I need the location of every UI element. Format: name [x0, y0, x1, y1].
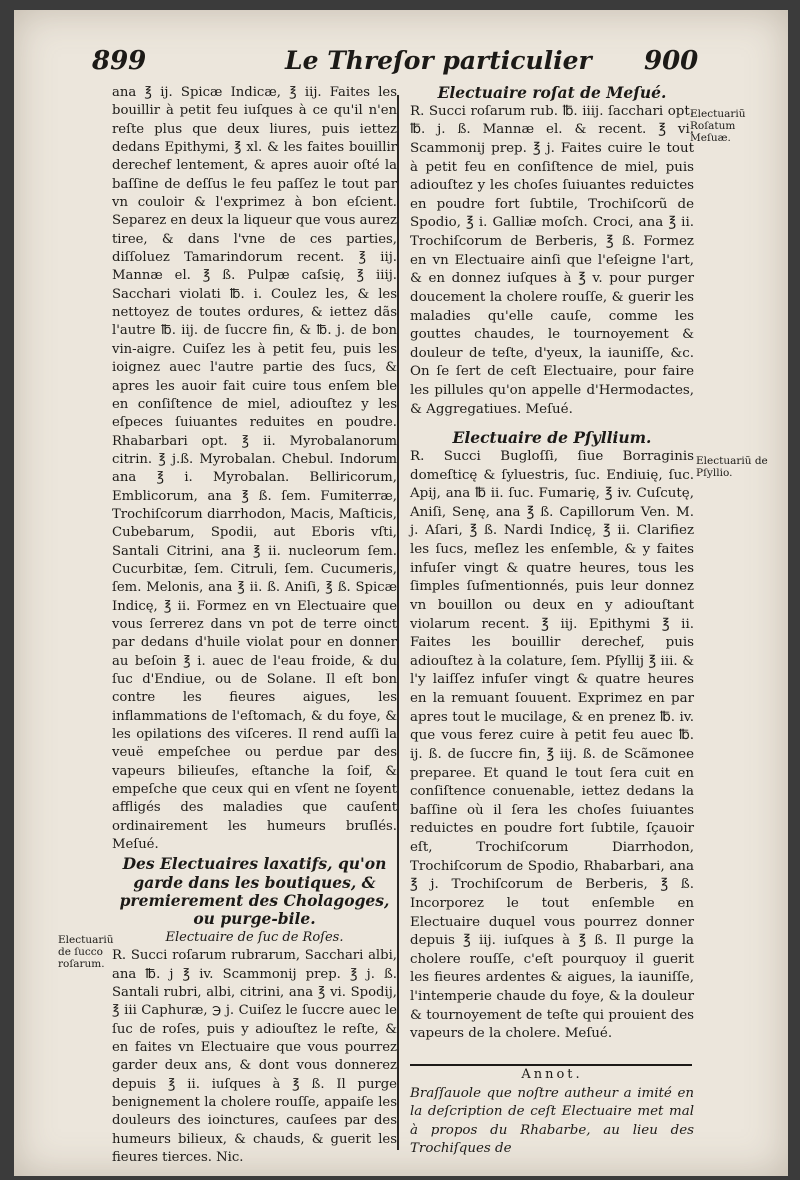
left-column: [112, 84, 397, 1167]
right-column: [410, 84, 694, 1159]
right-paragraph-1: R. Succi roſarum rub. ℔. iiij. ſacchari opt. ℔. j. ß. Mannæ el. & recent. ℥ vi. Scammonij prep. ℥ j. Faites cuire le tout à petit feu en conſiſtence de miel, puis adiouſtez y les choſes ſuiuantes reduictes en poudre fort ſubtile, Trochiſcorũ de Spodio, ℥ i. Galliæ moſch. Croci, ana ℥ ii. Trochiſcorum de Berberis, ℥ ß. Formez en vn Electuaire ainſi que l'eſeigne l'art, & en donnez iuſques à ℥ v. pour purger doucement la cholere rouſſe, & guerir les maladies qu'elle cauſe, comme les gouttes chaudes, le tournoyement & douleur de teſte, d'yeux, la iauniſſe, &c. On ſe ſert de ceſt Electuaire, pour faire les pillules qu'on appelle d'Hermodactes, & Aggregatiues. Meſué.: [410, 103, 694, 417]
margin-note-rosat: Electuariũ Roſatum Meſuæ.: [690, 108, 746, 144]
left-paragraph-1: ana ℥ ij. Spicæ Indicæ, ℥ iij. Faites les bouillir à petit feu iuſques à ce qu'il n'en reſte plus que deux liures, puis iettez dedans Epithymi, ℥ xl. & les faites bouillir derechef lentement, & apres auoir oſté la baſſine de deſſus le feu paſſez le tout par vn couloir & l'exprimez à bon eſcient. Separez en deux la liqueur que vous aurez tiree, & dans l'vne de ces parties, diſſoluez Tamarindorum recent. ℥ iij. Mannæ el. ℥ ß. Pulpæ caſsię, ℥ iiij. Sacchari violati ℔. i. Coulez les, & les nettoyez de toutes ordures, & iettez dãs l'autre ℔. iij. de ſuccre fin, & ℔. j. de bon vin-aigre. Cuiſez les à petit feu, puis les ioignez auec l'autre partie des ſucs, & apres les auoir fait cuire tous enſem ble en conſiſtence de miel, adiouſtez y les eſpeces ſuiuantes reduites en poudre. Rhabarbari opt. ℥ ii. Myrobalanorum citrin. ℥ j.ß. Myrobalan. Chebul. Indorum ana ℥ i. Myrobalan. Belliricorum, Emblicorum, ana ℥ ß. ſem. Fumiterræ, Trochiſcorum diarrhodon, Macis, Maſticis, Cubebarum, Spodii, aut Eboris vſti, Santali Citrini, ana ℥ ii. nucleorum ſem. Cucurbitæ, ſem. Citruli, ſem. Cucumeris, ſem. Melonis, ana ℥ ii. ß. Aniſi, ℥ ß. Spicæ Indicę, ℥ ii. Formez en vn Electuaire que vous ſerrerez dans vn pot de terre oinct par dedans d'huile violat pour en donner au beſoin ℥ i. auec de l'eau froide, & du ſuc d'Endiue, ou de Solane. Il eſt bon contre les fieures aigues, les inflammations de l'eſtomach, & du foye, & les opilations des viſceres. Il rend auſſi la veuë empeſchee ou perdue par des vapeurs bilieuſes, eſtanche la ſoif, & empeſche que ceux qui en vſent ne ſoyent affligés des maladies que cauſent ordinairement les humeurs bruſlés. Meſué.: [112, 85, 397, 853]
section-heading-laxatifs: Des Electuaires laxatifs, qu'on garde dans les boutiques, & premierement des Cholagoges, ou purge-bile.: [119, 854, 390, 929]
page-number-right: 900: [644, 46, 699, 76]
annotation-text: Braſſauole que noſtre autheur a imité en la deſcription de ceſt Electuaire met mal à propos du Rhabarbe, au lieu des Trochiſques de: [410, 1085, 694, 1157]
page-number-left: 899: [92, 46, 147, 76]
margin-note-succo-rosarum: Electuariũ de ſucco roſarum.: [58, 934, 114, 970]
right-paragraph-2: R. Succi Bugloſſi, ſiue Borraginis domeſticę & ſyluestris, ſuc. Endiuię, ſuc. Apij, ana ℔ ii. ſuc. Fumarię, ℥ iv. Cuſcutę, Aniſi, Senę, ana ℥ ß. Capillorum Ven. M. j. Aſari, ℥ ß. Nardi Indicę, ℥ ii. Clarifiez les ſucs, meſlez les enſemble, & y faites infuſer vingt & quatre heures, tous les ſimples ſuſmentionnés, puis leur donnez vn bouillon ou deux en y adiouſtant violarum recent. ℥ iij. Epithymi ℥ ii. Faites les bouillir derechef, puis adiouſtez à la colature, ſem. Pſyllij ℥ iii. & l'y laiſſez infuſer vingt & quatre heures en la remuant ſouuent. Exprimez en par apres tout le mucilage, & en prenez ℔. iv. que vous ferez cuire à petit feu auec ℔. ij. ß. de ſuccre fin, ℥ iij. ß. de Scãmonee preparee. Et quand le tout ſera cuit en conſiſtence conuenable, iettez dedans la baſſine où il ſera les choſes ſuiuantes reduictes en poudre fort ſubtile, ſçauoir eſt, Trochiſcorum Diarrhodon, Trochiſcorum de Spodio, Rhabarbari, ana ℥ j. Trochiſcorum de Berberis, ℥ ß. Incorporez le tout enſemble en Electuaire duquel vous pourrez donner depuis ℥ iij. iuſques à ℥ ß. Il purge la cholere rouſſe, c'eſt pourquoy il guerit les fieures ardentes & aigues, la iauniſſe, l'intemperie chaude du foye, & la douleur & tournoyement de teſte qui prouient des vapeurs de la cholere. Meſué.: [410, 448, 694, 1042]
section-heading-suc-roses: Electuaire de ſuc de Roſes.: [165, 929, 344, 945]
left-paragraph-2: R. Succi roſarum rubrarum, Sacchari albi, ana ℔. j ℥ iv. Scammonij prep. ℥ j. ß. Santali rubri, albi, citrini, ana ℥ vi. Spodij, ℥ iii Caphuræ, ℈ j. Cuiſez le ſuccre auec le ſuc de roſes, puis y adiouſtez le reſte, & en faites vn Electuaire que vous pourrez garder deux ans, & dont vous donnerez depuis ℥ ii. iuſques à ℥ ß. Il purge benignement la cholere rouſſe, appaiſe les douleurs des ioinctures, cauſees par des humeurs bilieux, & chauds, & guerit les fieures tierces. Nic.: [112, 948, 397, 1165]
annotation-title: Annot.: [521, 1066, 583, 1082]
column-divider: [397, 95, 399, 1150]
running-title: Le Threſor particulier: [285, 46, 592, 75]
margin-note-psyllium: Electuariũ de Pſyllio.: [696, 455, 768, 479]
section-heading-rosat: Electuaire roſat de Meſué.: [437, 83, 667, 102]
section-heading-psyllium: Electuaire de Pſyllium.: [452, 428, 652, 448]
